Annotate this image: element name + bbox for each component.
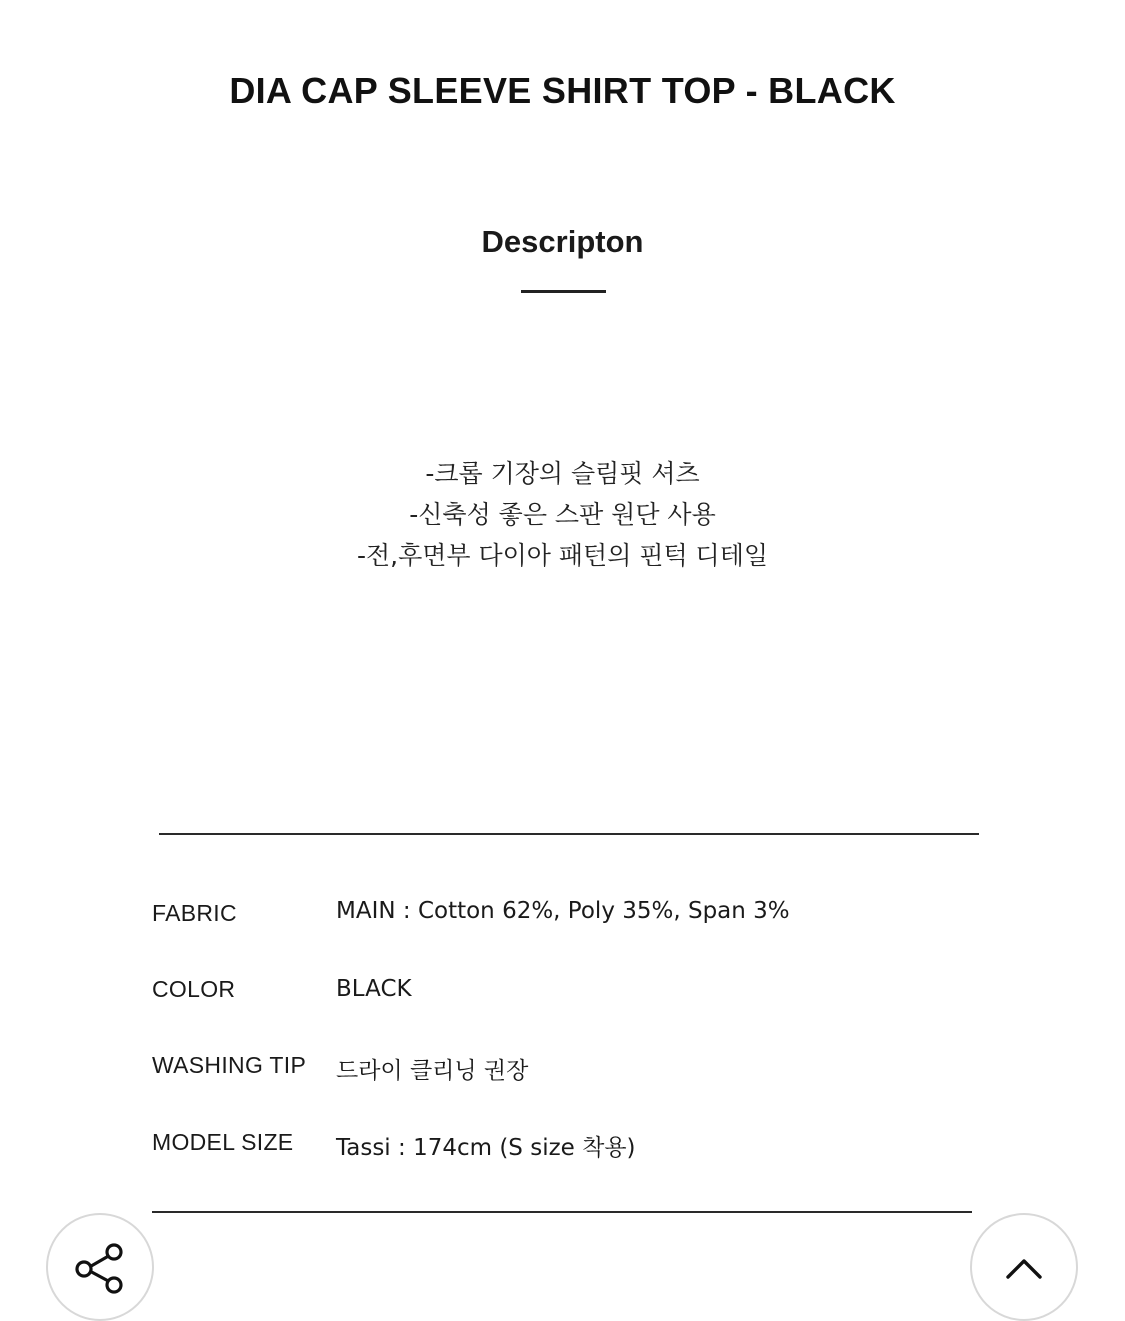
description-line: -크롭 기장의 슬림핏 셔츠: [425, 459, 700, 488]
description-line: -신축성 좋은 스판 원단 사용: [409, 500, 716, 529]
spec-label-washing-tip: WASHING TIP: [152, 1052, 307, 1078]
spec-row-color: [152, 976, 972, 1016]
spec-row-model-size: [152, 1129, 972, 1169]
description-line: -전,후면부 다이아 패턴의 핀턱 디테일: [356, 541, 768, 570]
spec-divider-bottom: [152, 1211, 972, 1213]
scroll-to-top-button[interactable]: [970, 1213, 1078, 1321]
spec-divider-top: [159, 833, 979, 835]
spec-value-fabric: MAIN : Cotton 62%, Poly 35%, Span 3%: [336, 898, 790, 924]
heading-underline: [521, 290, 606, 293]
spec-value-washing-tip: 드라이 클리닝 권장: [336, 1058, 529, 1084]
product-title: DIA CAP SLEEVE SHIRT TOP - BLACK: [229, 70, 896, 111]
spec-label-fabric: FABRIC: [152, 900, 237, 926]
spec-row-washing-tip: [152, 1052, 972, 1092]
spec-label-model-size: MODEL SIZE: [152, 1129, 294, 1155]
description-list: [0, 453, 1125, 576]
spec-label-color: COLOR: [152, 976, 236, 1002]
share-button[interactable]: [46, 1213, 154, 1321]
spec-value-color: BLACK: [336, 976, 412, 1002]
spec-value-model-size: Tassi : 174cm (S size 착용): [336, 1135, 636, 1161]
description-heading: Descripton: [481, 224, 644, 259]
share-icon: [72, 1239, 128, 1295]
chevron-up-icon: [1000, 1243, 1048, 1291]
spec-row-fabric: [152, 898, 972, 938]
